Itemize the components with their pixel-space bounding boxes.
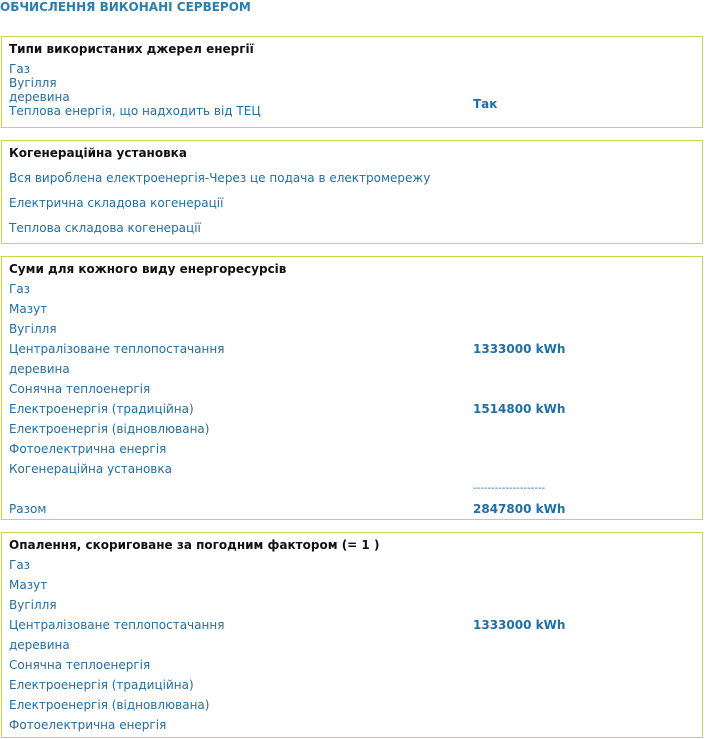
list-item: [9, 170, 702, 186]
energy-sources-heading: Типи використаних джерел енергії: [9, 42, 254, 56]
heating-panel: [1, 532, 703, 738]
table-row: [9, 557, 702, 573]
table-row: [9, 281, 702, 297]
sum-label: Вугілля: [9, 322, 57, 336]
heating-label: Сонячна теплоенергія: [9, 658, 151, 672]
total-value: 2847800 kWh: [473, 502, 566, 516]
sum-label: Мазут: [9, 302, 48, 316]
list-item: [9, 220, 702, 236]
heating-label: Мазут: [9, 578, 48, 592]
heating-label: деревина: [9, 638, 70, 652]
table-row: [9, 441, 702, 457]
table-row: [9, 421, 702, 437]
heating-label: Фотоелектрична енергія: [9, 718, 167, 732]
table-row: [9, 657, 702, 673]
table-row: [9, 597, 702, 613]
table-row: [9, 401, 702, 417]
cogeneration-label: Вся вироблена електроенергія-Через це подача в електромережу: [9, 171, 431, 185]
table-row: [9, 301, 702, 317]
total-separator: --------------------: [473, 483, 546, 494]
sum-label: Централізоване теплопостачання: [9, 342, 225, 356]
sum-label: Електроенергія (традиційна): [9, 402, 194, 416]
total-row: [9, 501, 702, 517]
table-row: [9, 617, 702, 633]
sum-label: Електроенергія (відновлювана): [9, 422, 210, 436]
source-label: Вугілля: [9, 76, 57, 90]
sum-value: 1333000 kWh: [473, 342, 566, 356]
sum-label: Фотоелектрична енергія: [9, 442, 167, 456]
source-label: Теплова енергія, що надходить від ТЕЦ: [9, 104, 261, 118]
table-row: [9, 361, 702, 377]
source-label: Газ: [9, 62, 31, 76]
table-row: [9, 577, 702, 593]
heating-label: Вугілля: [9, 598, 57, 612]
table-row: [9, 637, 702, 653]
cogeneration-label: Теплова складова когенерації: [9, 221, 201, 235]
table-row: [9, 341, 702, 357]
heating-label: Централізоване теплопостачання: [9, 618, 225, 632]
list-item: [9, 195, 702, 211]
sum-label: деревина: [9, 362, 70, 376]
sum-value: 1514800 kWh: [473, 402, 566, 416]
sums-heading: Суми для кожного виду енергоресурсів: [9, 262, 287, 276]
table-row: [9, 321, 702, 337]
source-value: Так: [473, 97, 498, 111]
heating-label: Електроенергія (відновлювана): [9, 698, 210, 712]
table-row: [9, 381, 702, 397]
heating-label: Газ: [9, 558, 31, 572]
sum-label: Газ: [9, 282, 31, 296]
total-separator-row: [9, 481, 702, 497]
sum-label: Когенераційна установка: [9, 462, 172, 476]
page-title: ОБЧИСЛЕННЯ ВИКОНАНІ СЕРВЕРОМ: [0, 0, 251, 14]
sum-label: Сонячна теплоенергія: [9, 382, 151, 396]
heating-value: 1333000 kWh: [473, 618, 566, 632]
cogeneration-panel: [1, 140, 703, 244]
table-row: [9, 697, 702, 713]
cogeneration-heading: Когенераційна установка: [9, 146, 187, 160]
table-row: [9, 461, 702, 477]
table-row: [9, 677, 702, 693]
sums-panel: [1, 256, 703, 520]
heating-heading: Опалення, скориговане за погодним фактором (= 1 ): [9, 538, 380, 552]
cogeneration-label: Електрична складова когенерації: [9, 196, 224, 210]
energy-sources-panel: [1, 36, 703, 128]
table-row: [9, 717, 702, 733]
total-label: Разом: [9, 502, 47, 516]
heating-label: Електроенергія (традиційна): [9, 678, 194, 692]
source-value-row: [9, 96, 702, 112]
source-label: деревина: [9, 90, 70, 104]
